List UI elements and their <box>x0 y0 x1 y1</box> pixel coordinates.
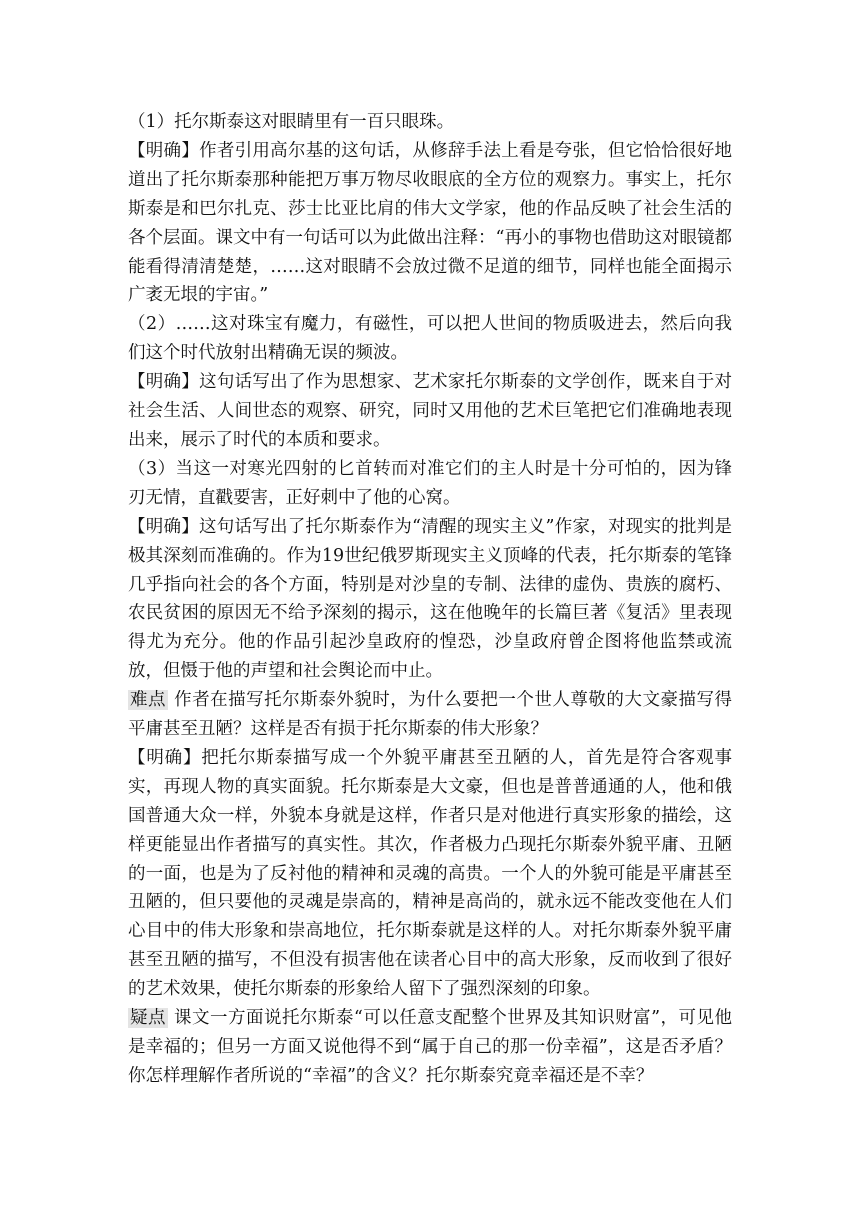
difficulty-tag: 难点 <box>130 690 167 711</box>
answer-4-text: 【明确】把托尔斯泰描写成一个外貌平庸甚至丑陋的人，首先是符合客观事实，再现人物的真实面貌。托尔斯泰是大文豪，但也是普普通通的人，他和俄国普通大众一样，外貌本身就是这样，作者只是对他进行真实形象的描绘，这样更能显出作者描写的真实性。其次，作者极力凸现托尔斯泰外貌平庸、丑陋的一面，也是为了反衬他的精神和灵魂的高贵。一个人的外貌可能是平庸甚至丑陋的，但只要他的灵魂是崇高的，精神是高尚的，就永远不能改变他在人们心目中的伟大形象和崇高地位，托尔斯泰就是这样的人。对托尔斯泰外貌平庸甚至丑陋的描写，不但没有损害他在读者心目中的高大形象，反而收到了很好的艺术效果，使托尔斯泰的形象给人留下了强烈深刻的印象。 <box>128 747 732 1000</box>
question-1 <box>128 108 732 137</box>
document-body <box>128 108 732 1091</box>
answer-3 <box>128 513 732 686</box>
doubt-point <box>128 1004 732 1091</box>
answer-2-text: 【明确】这句话写出了作为思想家、艺术家托尔斯泰的文学创作，既来自于对社会生活、人间世态的观察、研究，同时又用他的艺术巨笔把它们准确地表现出来，展示了时代的本质和要求。 <box>128 372 732 450</box>
answer-4 <box>128 744 732 1004</box>
doubt-text: 课文一方面说托尔斯泰“可以任意支配整个世界及其知识财富”，可见他是幸福的；但另一方面又说他得不到“属于自己的那一份幸福”，这是否矛盾？你怎样理解作者所说的“幸福”的含义？托尔斯泰究竟幸福还是不幸？ <box>128 1008 732 1086</box>
question-3 <box>128 455 732 513</box>
answer-1-text: 【明确】作者引用高尔基的这句话，从修辞手法上看是夸张，但它恰恰很好地道出了托尔斯泰那种能把万事万物尽收眼底的全方位的观察力。事实上，托尔斯泰是和巴尔扎克、莎士比亚比肩的伟大文学家，他的作品反映了社会生活的各个层面。课文中有一句话可以为此做出注释：“再小的事物也借助这对眼镜都能看得清清楚楚，……这对眼睛不会放过微不足道的细节，同样也能全面揭示广袤无垠的宇宙。” <box>128 140 732 306</box>
difficulty-point <box>128 686 732 744</box>
answer-2 <box>128 368 732 455</box>
question-1-text: （1）托尔斯泰这对眼睛里有一百只眼珠。 <box>128 112 455 132</box>
doubt-tag: 疑点 <box>130 1008 166 1029</box>
question-2-text: （2）……这对珠宝有魔力，有磁性，可以把人世间的物质吸进去，然后向我们这个时代放射出精确无误的频波。 <box>128 314 732 364</box>
answer-3-text: 【明确】这句话写出了托尔斯泰作为“清醒的现实主义”作家，对现实的批判是极其深刻而准确的。作为19世纪俄罗斯现实主义顶峰的代表，托尔斯泰的笔锋几乎指向社会的各个方面，特别是对沙皇的专制、法律的虚伪、贵族的腐朽、农民贫困的原因无不给予深刻的揭示，这在他晚年的长篇巨著《复活》里表现得尤为充分。他的作品引起沙皇政府的惶恐，沙皇政府曾企图将他监禁或流放，但慑于他的声望和社会舆论而中止。 <box>128 516 732 682</box>
answer-1 <box>128 137 732 310</box>
difficulty-text: 作者在描写托尔斯泰外貌时，为什么要把一个世人尊敬的大文豪描写得平庸甚至丑陋？这样是否有损于托尔斯泰的伟大形象？ <box>128 690 733 740</box>
question-3-text: （3）当这一对寒光四射的匕首转而对准它们的主人时是十分可怕的，因为锋刃无情，直戳要害，正好刺中了他的心窝。 <box>128 458 732 508</box>
question-2 <box>128 310 732 368</box>
